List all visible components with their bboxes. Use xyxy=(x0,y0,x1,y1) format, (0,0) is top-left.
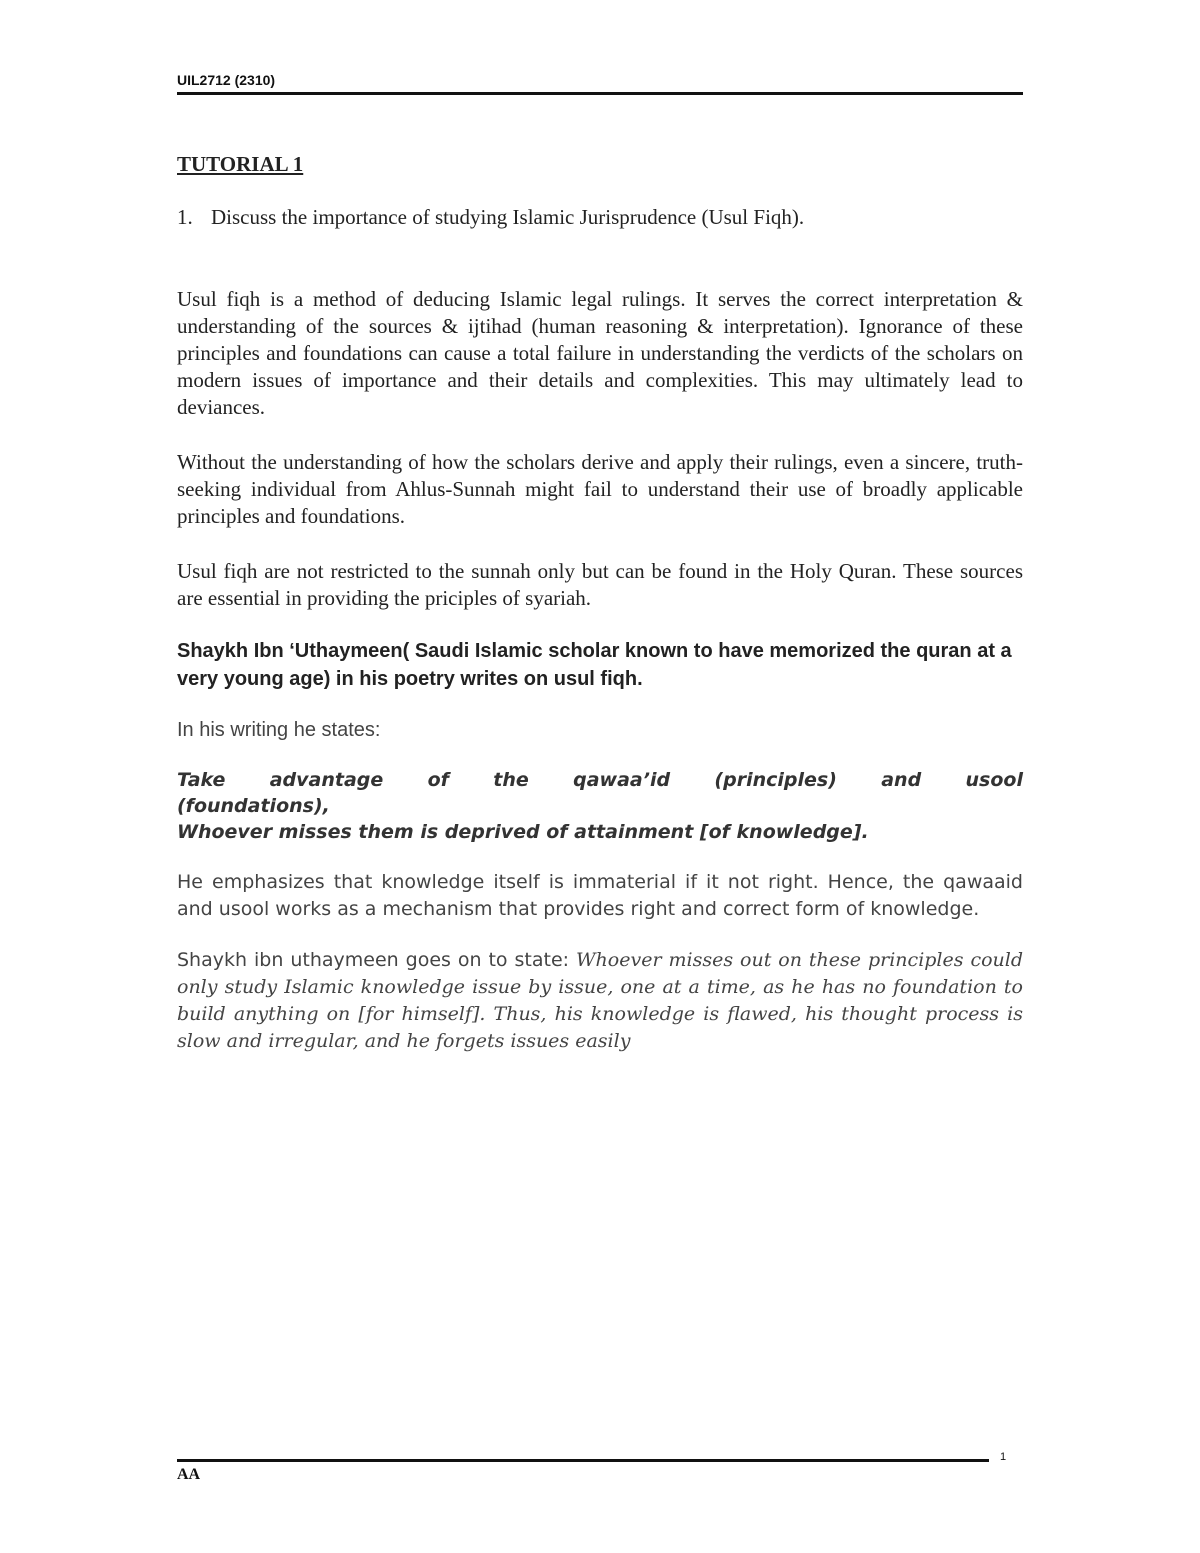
page-number: 1 xyxy=(1000,1451,1007,1463)
states-lead: Shaykh ibn uthaymeen goes on to state: xyxy=(177,949,577,971)
paragraph-definition: Usul fiqh is a method of deducing Islamic legal rulings. It serves the correct interpretation & understanding of the sources & ijtihad (human reasoning & interpretation). Ignorance of these principles and foundations can cause a total failure in understanding the verdicts of the scholars on modern issues of importance and their details and complexities. This may ultimately lead to deviances. xyxy=(177,287,1023,419)
states-paragraph xyxy=(177,947,1023,1055)
course-code-header: UIL2712 (2310) xyxy=(177,72,276,88)
scholar-statement: Shaykh Ibn ‘Uthaymeen( Saudi Islamic scholar known to have memorized the quran at a very young age) in his poetry writes on usul fiqh. xyxy=(177,640,1012,690)
states-quote: Whoever misses out on these principles could only study Islamic knowledge issue by issue, one at a time, as he has no foundation to build anything on [for himself]. Thus, his knowledge is flawed, his thought process is slow and irregular, and he forgets issues easily xyxy=(177,949,1024,1052)
question-text: Discuss the importance of studying Islamic Jurisprudence (Usul Fiqh). xyxy=(211,205,805,229)
emphasis-paragraph: He emphasizes that knowledge itself is immaterial if it not right. Hence, the qawaaid and usool works as a mechanism that provides right and correct form of knowledge. xyxy=(177,871,1023,920)
quote-line-2: (foundations), xyxy=(177,795,330,817)
question-item xyxy=(177,204,1023,231)
quote-line-3: Whoever misses them is deprived of attainment [of knowledge]. xyxy=(177,821,869,843)
footer-initials: AA xyxy=(177,1466,201,1483)
writing-intro: In his writing he states: xyxy=(177,719,381,741)
paragraph-understanding: Without the understanding of how the scholars derive and apply their rulings, even a sincere, truth-seeking individual from Ahlus-Sunnah might fail to understand their use of broadly applicable principles and foundations. xyxy=(177,450,1023,528)
paragraph-sources: Usul fiqh are not restricted to the sunnah only but can be found in the Holy Quran. These sources are essential in providing the priciples of syariah. xyxy=(177,559,1023,610)
footer-divider xyxy=(177,1459,989,1462)
question-number: 1. xyxy=(177,205,193,229)
poetry-quote xyxy=(177,767,1023,845)
tutorial-title: TUTORIAL 1 xyxy=(177,152,304,176)
header-divider xyxy=(177,92,1023,95)
document-body xyxy=(177,150,1023,1055)
quote-line-1: Take advantage of the qawaa’id (principles) and usool xyxy=(177,769,1023,791)
